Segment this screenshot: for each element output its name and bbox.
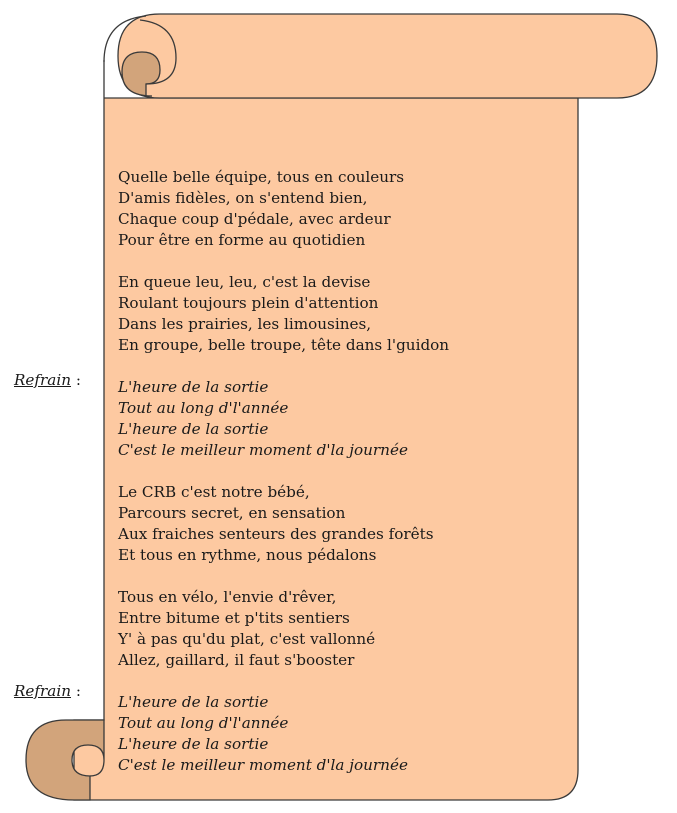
refrain-line: L'heure de la sortie xyxy=(118,693,269,711)
stanza-3 xyxy=(118,482,449,566)
refrain-label-word: Refrain xyxy=(14,371,71,389)
poem-text xyxy=(118,167,449,797)
poem-line: Dans les prairies, les limousines, xyxy=(118,315,372,333)
poem-line: Pour être en forme au quotidien xyxy=(118,231,366,249)
stanza-4 xyxy=(118,587,449,671)
poem-line: D'amis fidèles, on s'entend bien, xyxy=(118,189,368,207)
refrain-label-colon: : xyxy=(71,371,81,389)
poem-line: Le CRB c'est notre bébé, xyxy=(118,483,310,501)
poem-line: Aux fraiches senteurs des grandes forêts xyxy=(118,525,434,543)
refrain-line: C'est le meilleur moment d'la journée xyxy=(118,756,408,774)
poem-line: Entre bitume et p'tits sentiers xyxy=(118,609,350,627)
refrain-stanza-1 xyxy=(118,377,449,461)
refrain-line: L'heure de la sortie xyxy=(118,420,269,438)
refrain-line: L'heure de la sortie xyxy=(118,735,269,753)
refrain-label-word: Refrain xyxy=(14,682,71,700)
poem-line: Allez, gaillard, il faut s'booster xyxy=(118,651,355,669)
refrain-line: C'est le meilleur moment d'la journée xyxy=(118,441,408,459)
poem-line: En queue leu, leu, c'est la devise xyxy=(118,273,371,291)
refrain-line: Tout au long d'l'année xyxy=(118,399,289,417)
poem-line: Roulant toujours plein d'attention xyxy=(118,294,379,312)
poem-line: Y' à pas qu'du plat, c'est vallonné xyxy=(118,630,376,648)
poem-line: En groupe, belle troupe, tête dans l'guidon xyxy=(118,336,450,354)
refrain-line: L'heure de la sortie xyxy=(118,378,269,396)
poem-line: Et tous en rythme, nous pédalons xyxy=(118,546,377,564)
poem-line: Parcours secret, en sensation xyxy=(118,504,346,522)
scroll-top-roll xyxy=(118,14,657,98)
poem-line: Tous en vélo, l'envie d'rêver, xyxy=(118,588,337,606)
refrain-label-colon: : xyxy=(71,682,81,700)
refrain-line: Tout au long d'l'année xyxy=(118,714,289,732)
refrain-label-2 xyxy=(14,681,81,702)
stanza-1 xyxy=(118,167,449,251)
poem-line: Quelle belle équipe, tous en couleurs xyxy=(118,168,405,186)
refrain-stanza-2 xyxy=(118,692,449,776)
refrain-label-1 xyxy=(14,370,81,391)
stanza-2 xyxy=(118,272,449,356)
poem-line: Chaque coup d'pédale, avec ardeur xyxy=(118,210,391,228)
